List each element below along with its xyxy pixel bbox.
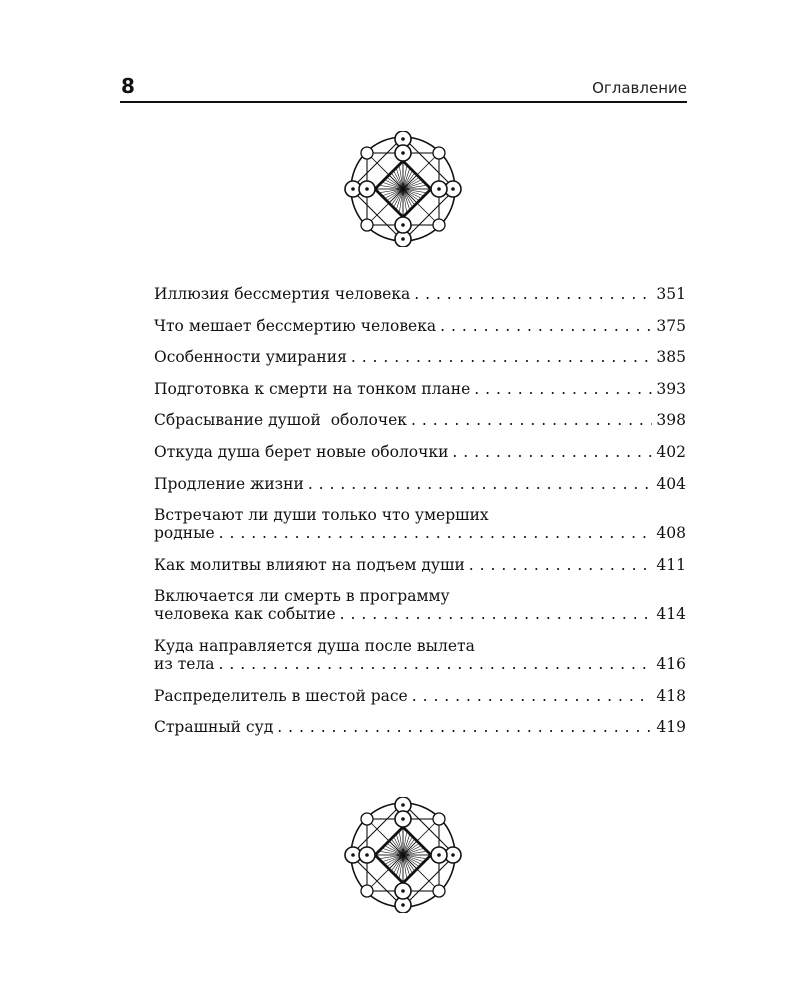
toc-entry-page: 375 — [656, 316, 686, 335]
dot-leaders — [469, 556, 653, 574]
header-rule — [120, 101, 687, 103]
toc-entry-page: 404 — [656, 474, 686, 493]
toc-entry-title: Что мешает бессмертию человека — [154, 316, 437, 335]
toc-entry[interactable] — [154, 718, 686, 736]
dot-leaders — [219, 524, 653, 542]
toc-entry[interactable] — [154, 443, 686, 461]
page-number: 8 — [121, 74, 135, 98]
toc-entry[interactable] — [154, 687, 686, 705]
toc-entry-title: Иллюзия бессмертия человека — [154, 285, 411, 303]
toc-entry[interactable] — [154, 285, 686, 303]
toc-entry-title: Продление жизни — [154, 474, 304, 493]
dot-leaders — [452, 443, 652, 461]
toc-entry-title: Распределитель в шестой расе — [154, 686, 408, 705]
toc-entry-page: 416 — [656, 654, 686, 673]
mandala-ornament — [329, 797, 477, 913]
table-of-contents — [154, 285, 686, 750]
toc-entry[interactable] — [154, 380, 686, 398]
toc-entry-page: 414 — [656, 605, 686, 624]
toc-entry-title: Страшный суд — [154, 718, 274, 737]
toc-entry[interactable] — [154, 475, 686, 493]
toc-entry-page: 418 — [656, 686, 686, 705]
toc-entry[interactable] — [154, 317, 686, 335]
dot-leaders — [340, 605, 653, 623]
toc-entry-title-line1: Включается ли смерть в программу — [154, 587, 450, 606]
toc-entry-page: 419 — [656, 718, 686, 737]
toc-entry-title-line2: родные — [154, 524, 215, 543]
toc-entry[interactable] — [154, 348, 686, 366]
toc-entry-title-line2: из тела — [154, 654, 215, 673]
dot-leaders — [412, 687, 653, 705]
toc-entry-title: Как молитвы влияют на подъем души — [154, 555, 465, 574]
toc-entry-page: 393 — [656, 379, 686, 398]
toc-entry-title-line2: человека как событие — [154, 605, 336, 624]
toc-entry-title: Откуда душа берет новые оболочки — [154, 442, 449, 461]
dot-leaders — [440, 317, 652, 335]
toc-entry-page: 351 — [656, 285, 686, 303]
toc-entry[interactable] — [154, 411, 686, 429]
dot-leaders — [411, 411, 652, 429]
toc-entry-title: Подготовка к смерти на тонком плане — [154, 379, 471, 398]
dot-leaders — [219, 655, 653, 673]
toc-entry[interactable] — [154, 637, 686, 673]
dot-leaders — [351, 348, 653, 366]
mandala-ornament — [329, 131, 477, 247]
toc-entry-page: 411 — [656, 555, 686, 574]
toc-entry-title-line1: Куда направляется душа после вылета — [154, 636, 475, 655]
toc-entry[interactable] — [154, 556, 686, 574]
dot-leaders — [277, 718, 652, 736]
dot-leaders — [308, 475, 653, 493]
dot-leaders — [414, 285, 652, 303]
toc-entry-page: 385 — [656, 348, 686, 367]
toc-entry[interactable] — [154, 506, 686, 542]
toc-entry-page: 398 — [656, 411, 686, 430]
toc-entry-page: 408 — [656, 524, 686, 543]
toc-entry-title: Особенности умирания — [154, 348, 347, 367]
toc-entry-page: 402 — [656, 442, 686, 461]
toc-entry-title-line1: Встречают ли души только что умерших — [154, 506, 489, 525]
toc-entry[interactable] — [154, 587, 686, 623]
toc-entry-title: Сбрасывание душой оболочек — [154, 411, 407, 430]
dot-leaders — [474, 380, 652, 398]
running-title: Оглавление — [592, 79, 687, 97]
